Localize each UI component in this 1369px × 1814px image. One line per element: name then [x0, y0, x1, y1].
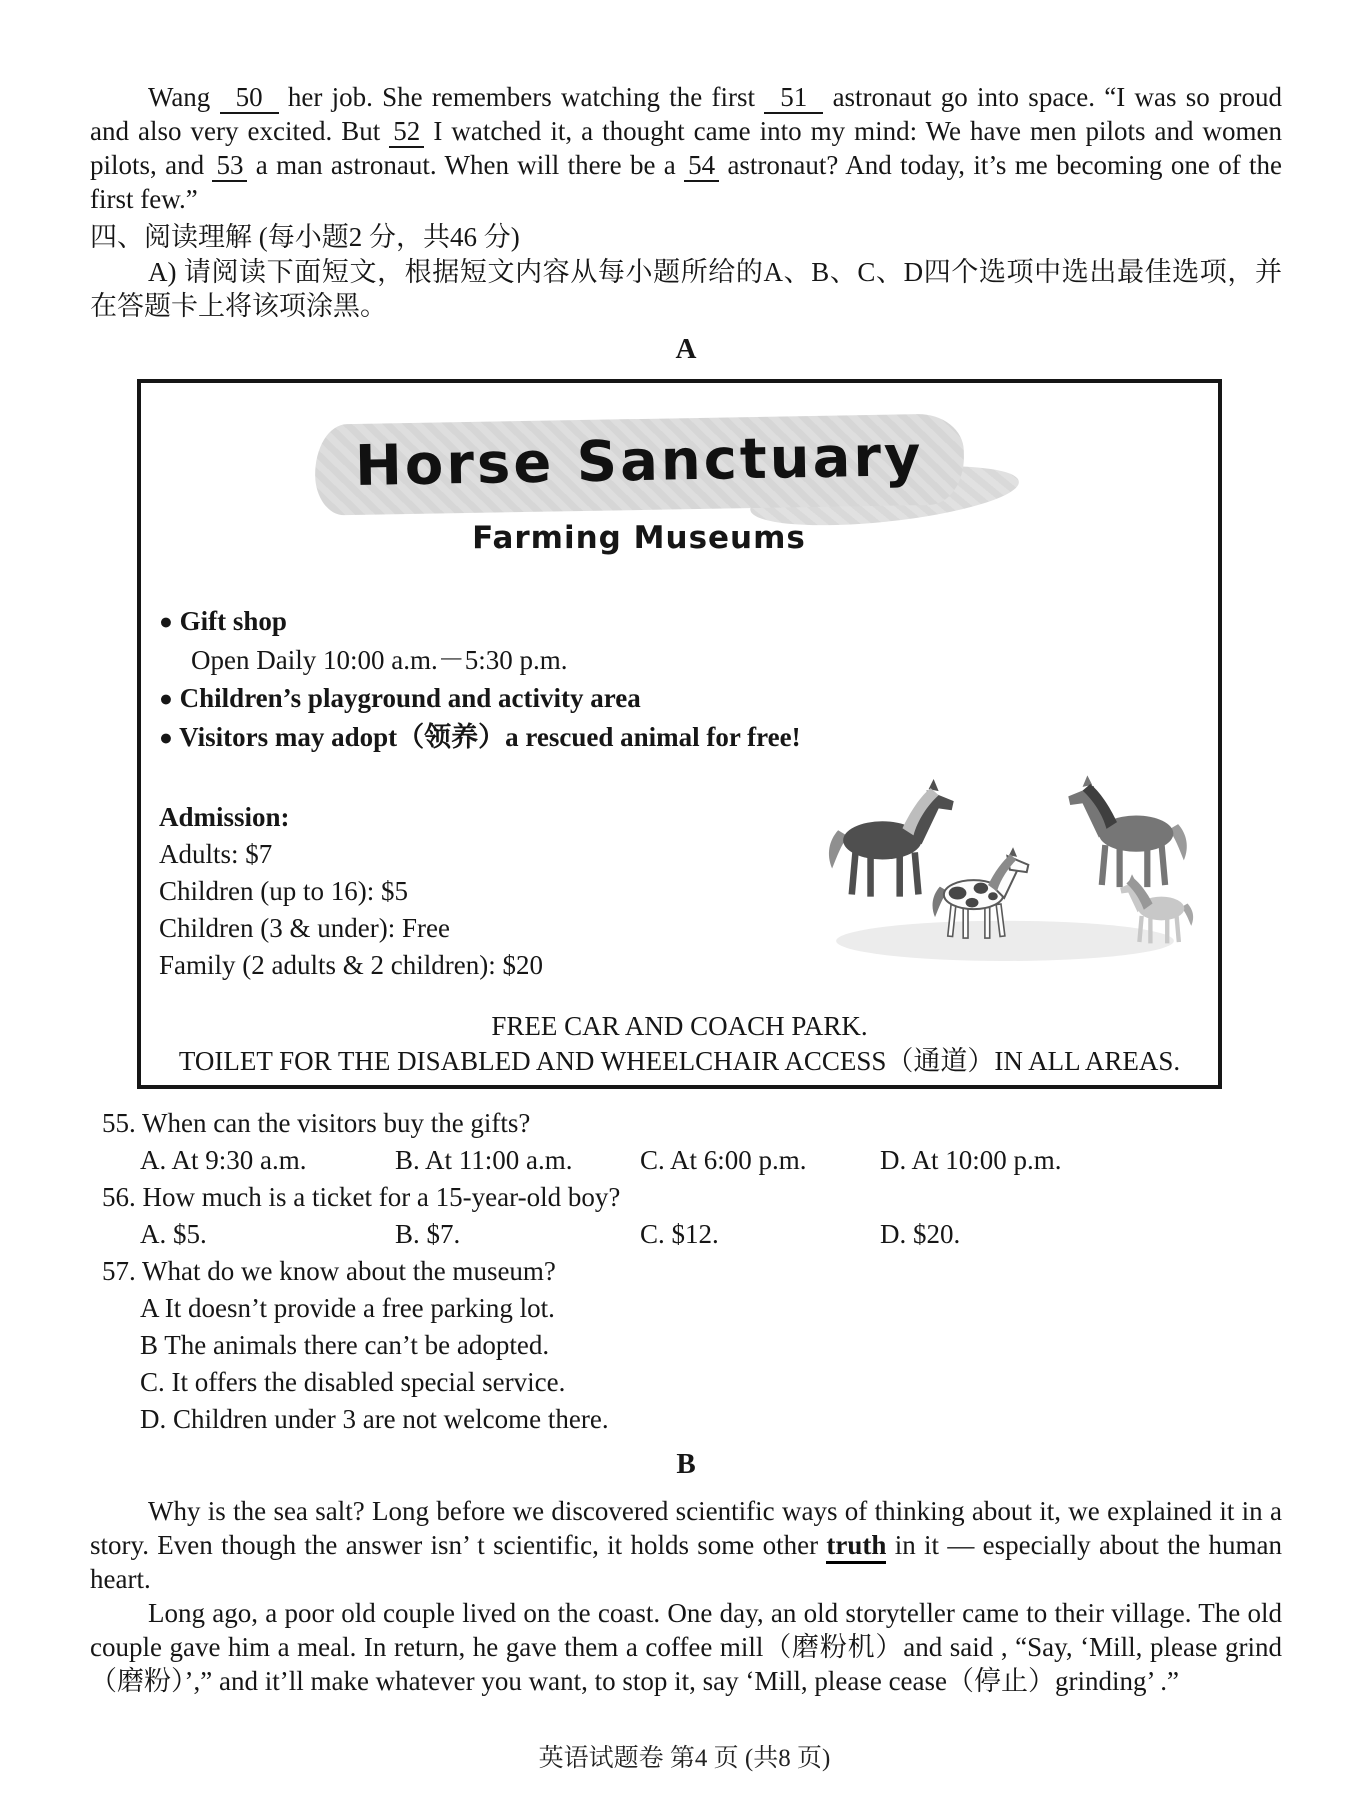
passage-a-label: A	[675, 333, 697, 366]
admission-line: Family (2 adults & 2 children): $20	[159, 949, 543, 980]
bullet-subtext: Open Daily 10:00 a.m.－5:30 p.m.	[191, 644, 568, 675]
option-b: B The animals there can’t be adopted.	[140, 1329, 550, 1360]
passage-text: in it — especially about the human heart.	[90, 1529, 1283, 1594]
question-55	[102, 1105, 1282, 1142]
question-56	[102, 1179, 1282, 1216]
section-heading: 四、阅读理解 (每小题2 分，共46 分)	[90, 222, 520, 253]
passage-b-paragraph-1	[90, 1494, 1282, 1596]
option-d: D. Children under 3 are not welcome there.	[140, 1403, 609, 1434]
option-b: B. At 11:00 a.m.	[395, 1144, 573, 1175]
option-d: D. $20.	[880, 1218, 961, 1249]
passage-b	[90, 1494, 1282, 1698]
notice-line: FREE CAR AND COACH PARK.	[491, 1010, 868, 1041]
bullet-item	[159, 718, 1200, 757]
cloze-blank-53: 53	[212, 150, 247, 182]
option-c: C. $12.	[640, 1218, 719, 1249]
option-a: A. At 9:30 a.m.	[140, 1144, 307, 1175]
ad-title: Horse Sanctuary	[354, 423, 924, 499]
cloze-blank-52: 52	[389, 116, 424, 148]
bullet-icon: ●	[159, 608, 173, 634]
ad-notices	[141, 1009, 1218, 1079]
question-number: 57.	[102, 1255, 136, 1286]
option-c: C. It offers the disabled special service.	[140, 1366, 566, 1397]
question-57	[102, 1253, 1282, 1290]
cloze-blank-51: 51	[764, 82, 823, 114]
question-number: 56.	[102, 1181, 136, 1212]
bullet-item	[159, 602, 1200, 641]
option-c: C. At 6:00 p.m.	[640, 1144, 807, 1175]
option-a: A It doesn’t provide a free parking lot.	[140, 1292, 555, 1323]
emphasized-word: truth	[826, 1530, 886, 1564]
bullet-text: Gift shop	[179, 605, 287, 636]
option-a: A. $5.	[140, 1218, 207, 1249]
question-text: What do we know about the museum?	[142, 1255, 556, 1286]
cloze-text: her job. She remembers watching the first	[287, 82, 756, 112]
questions-section	[90, 1105, 1282, 1438]
section-instruction: A) 请阅读下面短文，根据短文内容从每小题所给的A、B、C、D四个选项中选出最佳选项，并在答题卡上将该项涂黑。	[90, 257, 1282, 322]
passage-b-label: B	[676, 1447, 696, 1480]
cloze-blank-50: 50	[220, 82, 279, 114]
bullet-icon: ●	[159, 724, 173, 750]
cloze-text: I watched it, a thought came into my mind: We have men pilots and women pilots, and	[90, 116, 1283, 181]
question-55-options	[140, 1142, 1282, 1179]
bullet-text: Children’s playground and activity area	[179, 682, 641, 713]
ad-title-block	[309, 419, 969, 510]
ad-subtitle: Farming Museums	[472, 519, 806, 556]
option-b: B. $7.	[395, 1218, 461, 1249]
advertisement-box	[137, 379, 1222, 1089]
cloze-text: astronaut go into space. “I was so proud and also very excited. But	[90, 82, 1283, 147]
admission-line: Adults: $7	[159, 838, 273, 869]
bullet-text: Visitors may adopt（领养）a rescued animal for free!	[179, 721, 801, 752]
page-footer: 英语试题卷 第4 页 (共8 页)	[538, 1745, 831, 1772]
admission-heading: Admission:	[159, 801, 290, 832]
cloze-text: a man astronaut. When will there be a	[255, 150, 676, 181]
admission-line: Children (up to 16): $5	[159, 875, 408, 906]
cloze-text: Wang	[148, 82, 211, 112]
question-text: When can the visitors buy the gifts?	[142, 1107, 531, 1138]
passage-text: Why is the sea salt? Long before we discovered scientific ways of thinking about it, we explained it in a story. Even though the answer isn’ t scientific, it holds some other	[90, 1495, 1282, 1560]
question-text: How much is a ticket for a 15-year-old boy?	[142, 1181, 621, 1212]
cloze-text: astronaut? And today, it’s me becoming one of the first few.”	[90, 150, 1283, 215]
question-number: 55.	[102, 1107, 136, 1138]
brush-stroke-highlight	[314, 413, 964, 515]
question-56-options	[140, 1216, 1282, 1253]
option-d: D. At 10:00 p.m.	[880, 1144, 1062, 1175]
admission-section	[159, 799, 779, 984]
passage-b-paragraph-2: Long ago, a poor old couple lived on the coast. One day, an old storyteller came to their village. The old couple gave him a meal. In return, he gave them a coffee mill（磨粉机）and said , “Say, ‘Mill, please grind（磨粉）’,” and it’ll make whatever you want, to stop it, say ‘Mill, please cease（停止）grinding’ .”	[90, 1597, 1282, 1696]
bullet-item	[159, 679, 1200, 718]
cloze-paragraph	[90, 80, 1282, 216]
cloze-blank-54: 54	[684, 150, 719, 182]
bullet-icon: ●	[159, 685, 173, 711]
ad-bullet-list	[159, 602, 1200, 757]
notice-line: TOILET FOR THE DISABLED AND WHEELCHAIR ACCESS（通道）IN ALL AREAS.	[178, 1045, 1181, 1076]
horses-illustration	[814, 769, 1196, 967]
admission-line: Children (3 & under): Free	[159, 912, 450, 943]
